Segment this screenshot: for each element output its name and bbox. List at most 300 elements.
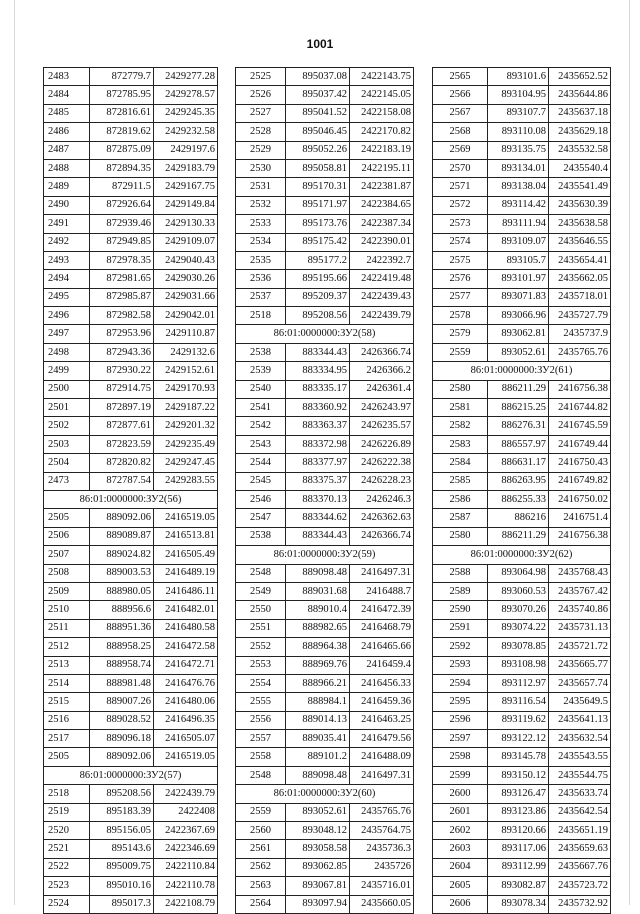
point-number: 2571 (433, 178, 488, 196)
y-coordinate: 2416480.58 (154, 619, 218, 637)
x-coordinate: 888958.25 (90, 638, 154, 656)
x-coordinate: 893066.96 (488, 307, 549, 325)
point-number: 2587 (433, 509, 488, 527)
table-row (433, 325, 611, 343)
y-coordinate: 2426366.2 (350, 362, 414, 380)
table-row (236, 509, 414, 527)
x-coordinate: 893104.95 (488, 86, 549, 104)
y-coordinate: 2435723.72 (549, 877, 611, 895)
table-row (236, 748, 414, 766)
y-coordinate: 2429130.33 (154, 215, 218, 233)
y-coordinate: 2435644.86 (549, 86, 611, 104)
y-coordinate: 2416472.58 (154, 638, 218, 656)
y-coordinate: 2435532.58 (549, 141, 611, 159)
x-coordinate: 883372.98 (286, 435, 350, 453)
x-coordinate: 895058.81 (286, 159, 350, 177)
point-number: 2483 (44, 68, 90, 86)
point-number: 2525 (236, 68, 286, 86)
table-row (44, 730, 218, 748)
table-row (236, 803, 414, 821)
point-number: 2534 (236, 233, 286, 251)
y-coordinate: 2426222.38 (350, 454, 414, 472)
x-coordinate: 872819.62 (90, 123, 154, 141)
y-coordinate: 2416480.06 (154, 693, 218, 711)
table-row (433, 877, 611, 895)
point-number: 2572 (433, 196, 488, 214)
y-coordinate: 2435727.79 (549, 307, 611, 325)
table-row (236, 564, 414, 582)
x-coordinate: 872779.7 (90, 68, 154, 86)
table-row (236, 233, 414, 251)
y-coordinate: 2422387.34 (350, 215, 414, 233)
point-number: 2548 (236, 564, 286, 582)
point-number: 2603 (433, 840, 488, 858)
x-coordinate: 888984.1 (286, 693, 350, 711)
point-number: 2537 (236, 288, 286, 306)
point-number: 2573 (433, 215, 488, 233)
x-coordinate: 893111.94 (488, 215, 549, 233)
point-number: 2484 (44, 86, 90, 104)
x-coordinate: 888981.48 (90, 674, 154, 692)
x-coordinate: 895009.75 (90, 858, 154, 876)
table-row (433, 288, 611, 306)
x-coordinate: 889096.18 (90, 730, 154, 748)
point-number: 2586 (433, 490, 488, 508)
point-number: 2501 (44, 399, 90, 417)
y-coordinate: 2416489.19 (154, 564, 218, 582)
y-coordinate: 2435637.18 (549, 104, 611, 122)
section-header-row (236, 785, 414, 803)
x-coordinate: 895156.05 (90, 822, 154, 840)
x-coordinate: 872939.46 (90, 215, 154, 233)
y-coordinate: 2422110.78 (154, 877, 218, 895)
table-row (236, 307, 414, 325)
table-row (433, 435, 611, 453)
table-row (433, 417, 611, 435)
x-coordinate: 895037.42 (286, 86, 350, 104)
y-coordinate: 2435541.49 (549, 178, 611, 196)
table-row (236, 527, 414, 545)
point-number: 2552 (236, 638, 286, 656)
x-coordinate: 886216 (488, 509, 549, 527)
y-coordinate: 2416472.39 (350, 601, 414, 619)
table-row (236, 638, 414, 656)
table-row (433, 693, 611, 711)
x-coordinate: 886557.97 (488, 435, 549, 453)
section-header-row (236, 325, 414, 343)
y-coordinate: 2416513.81 (154, 527, 218, 545)
y-coordinate: 2422346.69 (154, 840, 218, 858)
x-coordinate: 886276.31 (488, 417, 549, 435)
x-coordinate: 893134.01 (488, 159, 549, 177)
y-coordinate: 2435543.55 (549, 748, 611, 766)
x-coordinate: 872787.54 (90, 472, 154, 490)
y-coordinate: 2429040.43 (154, 251, 218, 269)
table-row (236, 766, 414, 784)
y-coordinate: 2435740.86 (549, 601, 611, 619)
point-number: 2585 (433, 472, 488, 490)
page-left-edge (14, 0, 15, 905)
table-row (236, 68, 414, 86)
y-coordinate: 2429283.55 (154, 472, 218, 490)
point-number: 2560 (236, 822, 286, 840)
x-coordinate: 886211.29 (488, 527, 549, 545)
table-row (236, 288, 414, 306)
y-coordinate: 2416519.05 (154, 509, 218, 527)
x-coordinate: 893060.53 (488, 582, 549, 600)
table-row (433, 674, 611, 692)
y-coordinate: 2422419.48 (350, 270, 414, 288)
x-coordinate: 893064.98 (488, 564, 549, 582)
table-row (44, 435, 218, 453)
point-number: 2598 (433, 748, 488, 766)
y-coordinate: 2429201.32 (154, 417, 218, 435)
point-number: 2549 (236, 582, 286, 600)
parcel-id: 86:01:0000000:ЗУ2(57) (44, 766, 218, 784)
table-row (44, 748, 218, 766)
x-coordinate: 889028.52 (90, 711, 154, 729)
point-number: 2487 (44, 141, 90, 159)
parcel-id: 86:01:0000000:ЗУ2(61) (433, 362, 611, 380)
table-row (44, 693, 218, 711)
x-coordinate: 872926.64 (90, 196, 154, 214)
x-coordinate: 872943.36 (90, 343, 154, 361)
x-coordinate: 895010.16 (90, 877, 154, 895)
x-coordinate: 893117.06 (488, 840, 549, 858)
table-row (44, 68, 218, 86)
point-number: 2526 (236, 86, 286, 104)
y-coordinate: 2435716.01 (350, 877, 414, 895)
x-coordinate: 889098.48 (286, 766, 350, 784)
y-coordinate: 2416751.4 (549, 509, 611, 527)
y-coordinate: 2435651.19 (549, 822, 611, 840)
x-coordinate: 889098.48 (286, 564, 350, 582)
table-row (433, 178, 611, 196)
y-coordinate: 2435646.55 (549, 233, 611, 251)
table-row (433, 490, 611, 508)
point-number: 2513 (44, 656, 90, 674)
x-coordinate: 893048.12 (286, 822, 350, 840)
x-coordinate: 889007.26 (90, 693, 154, 711)
x-coordinate: 883363.37 (286, 417, 350, 435)
x-coordinate: 888958.74 (90, 656, 154, 674)
y-coordinate: 2429278.57 (154, 86, 218, 104)
y-coordinate: 2422143.75 (350, 68, 414, 86)
y-coordinate: 2435737.9 (549, 325, 611, 343)
table-row (44, 362, 218, 380)
y-coordinate: 2435632.54 (549, 730, 611, 748)
x-coordinate: 895041.52 (286, 104, 350, 122)
table-row (433, 711, 611, 729)
point-number: 2531 (236, 178, 286, 196)
x-coordinate: 893119.62 (488, 711, 549, 729)
coordinates-table-column-3 (432, 67, 611, 914)
x-coordinate: 888951.36 (90, 619, 154, 637)
x-coordinate: 872949.85 (90, 233, 154, 251)
x-coordinate: 895208.56 (90, 785, 154, 803)
x-coordinate: 893116.54 (488, 693, 549, 711)
y-coordinate: 2416468.79 (350, 619, 414, 637)
x-coordinate: 893078.34 (488, 895, 549, 913)
x-coordinate: 893122.12 (488, 730, 549, 748)
x-coordinate: 893138.04 (488, 178, 549, 196)
parcel-id: 86:01:0000000:ЗУ2(58) (236, 325, 414, 343)
x-coordinate: 889101.2 (286, 748, 350, 766)
table-row (236, 674, 414, 692)
table-row (236, 215, 414, 233)
table-row (433, 766, 611, 784)
coordinates-table (235, 67, 414, 914)
section-header-row (433, 546, 611, 564)
y-coordinate: 2435726 (350, 858, 414, 876)
table-row (236, 399, 414, 417)
table-row (433, 343, 611, 361)
y-coordinate: 2435736.3 (350, 840, 414, 858)
y-coordinate: 2429149.84 (154, 196, 218, 214)
point-number: 2576 (433, 270, 488, 288)
y-coordinate: 2416472.71 (154, 656, 218, 674)
table-row (44, 822, 218, 840)
y-coordinate: 2429197.6 (154, 141, 218, 159)
table-row (44, 417, 218, 435)
y-coordinate: 2416479.56 (350, 730, 414, 748)
x-coordinate: 883335.17 (286, 380, 350, 398)
x-coordinate: 872930.22 (90, 362, 154, 380)
x-coordinate: 895170.31 (286, 178, 350, 196)
x-coordinate: 893107.7 (488, 104, 549, 122)
x-coordinate: 889092.06 (90, 509, 154, 527)
point-number: 2511 (44, 619, 90, 637)
point-number: 2554 (236, 674, 286, 692)
point-number: 2538 (236, 527, 286, 545)
x-coordinate: 893082.87 (488, 877, 549, 895)
y-coordinate: 2416463.25 (350, 711, 414, 729)
table-row (433, 858, 611, 876)
point-number: 2565 (433, 68, 488, 86)
section-header-row (236, 546, 414, 564)
y-coordinate: 2422439.79 (350, 307, 414, 325)
point-number: 2536 (236, 270, 286, 288)
x-coordinate: 893074.22 (488, 619, 549, 637)
table-row (433, 196, 611, 214)
y-coordinate: 2429232.58 (154, 123, 218, 141)
table-row (433, 748, 611, 766)
table-row (433, 251, 611, 269)
table-row (44, 858, 218, 876)
y-coordinate: 2426226.89 (350, 435, 414, 453)
point-number: 2570 (433, 159, 488, 177)
y-coordinate: 2416488.7 (350, 582, 414, 600)
point-number: 2584 (433, 454, 488, 472)
table-row (236, 822, 414, 840)
y-coordinate: 2416482.01 (154, 601, 218, 619)
table-row (236, 472, 414, 490)
point-number: 2569 (433, 141, 488, 159)
x-coordinate: 883377.97 (286, 454, 350, 472)
x-coordinate: 893052.61 (488, 343, 549, 361)
x-coordinate: 893135.75 (488, 141, 549, 159)
point-number: 2566 (433, 86, 488, 104)
y-coordinate: 2422108.79 (154, 895, 218, 913)
section-header-row (44, 766, 218, 784)
x-coordinate: 872820.82 (90, 454, 154, 472)
y-coordinate: 2435638.58 (549, 215, 611, 233)
y-coordinate: 2416486.11 (154, 582, 218, 600)
table-row (44, 104, 218, 122)
point-number: 2489 (44, 178, 90, 196)
x-coordinate: 893052.61 (286, 803, 350, 821)
point-number: 2506 (44, 527, 90, 545)
point-number: 2494 (44, 270, 90, 288)
page-number: 1001 (306, 37, 334, 51)
x-coordinate: 895143.6 (90, 840, 154, 858)
table-row (44, 270, 218, 288)
y-coordinate: 2422408 (154, 803, 218, 821)
table-row (433, 86, 611, 104)
table-row (236, 270, 414, 288)
y-coordinate: 2416496.35 (154, 711, 218, 729)
y-coordinate: 2435731.13 (549, 619, 611, 637)
table-row (433, 215, 611, 233)
y-coordinate: 2422381.87 (350, 178, 414, 196)
table-row (433, 159, 611, 177)
point-number: 2545 (236, 472, 286, 490)
point-number: 2541 (236, 399, 286, 417)
x-coordinate: 893078.85 (488, 638, 549, 656)
x-coordinate: 888982.65 (286, 619, 350, 637)
x-coordinate: 872877.61 (90, 417, 154, 435)
y-coordinate: 2426235.57 (350, 417, 414, 435)
x-coordinate: 893058.58 (286, 840, 350, 858)
table-row (236, 380, 414, 398)
x-coordinate: 895037.08 (286, 68, 350, 86)
x-coordinate: 893062.85 (286, 858, 350, 876)
x-coordinate: 893120.66 (488, 822, 549, 840)
y-coordinate: 2429167.75 (154, 178, 218, 196)
point-number: 2568 (433, 123, 488, 141)
y-coordinate: 2435659.63 (549, 840, 611, 858)
table-row (44, 307, 218, 325)
point-number: 2579 (433, 325, 488, 343)
table-row (236, 858, 414, 876)
y-coordinate: 2429109.07 (154, 233, 218, 251)
table-row (44, 656, 218, 674)
table-row (433, 307, 611, 325)
table-row (44, 399, 218, 417)
y-coordinate: 2416505.49 (154, 546, 218, 564)
y-coordinate: 2416465.66 (350, 638, 414, 656)
y-coordinate: 2435544.75 (549, 766, 611, 784)
y-coordinate: 2422110.84 (154, 858, 218, 876)
table-row (236, 656, 414, 674)
x-coordinate: 893114.42 (488, 196, 549, 214)
table-row (433, 123, 611, 141)
x-coordinate: 893150.12 (488, 766, 549, 784)
x-coordinate: 889089.87 (90, 527, 154, 545)
table-row (44, 582, 218, 600)
table-row (433, 399, 611, 417)
point-number: 2575 (433, 251, 488, 269)
point-number: 2488 (44, 159, 90, 177)
table-row (44, 674, 218, 692)
x-coordinate: 893071.83 (488, 288, 549, 306)
y-coordinate: 2429152.61 (154, 362, 218, 380)
point-number: 2542 (236, 417, 286, 435)
point-number: 2563 (236, 877, 286, 895)
point-number: 2559 (433, 343, 488, 361)
y-coordinate: 2426228.23 (350, 472, 414, 490)
x-coordinate: 886215.25 (488, 399, 549, 417)
point-number: 2589 (433, 582, 488, 600)
point-number: 2518 (44, 785, 90, 803)
x-coordinate: 893062.81 (488, 325, 549, 343)
table-row (44, 803, 218, 821)
point-number: 2516 (44, 711, 90, 729)
point-number: 2473 (44, 472, 90, 490)
y-coordinate: 2416756.38 (549, 527, 611, 545)
table-row (236, 840, 414, 858)
table-row (236, 693, 414, 711)
table-row (44, 288, 218, 306)
table-row (433, 601, 611, 619)
table-row (236, 711, 414, 729)
y-coordinate: 2429110.87 (154, 325, 218, 343)
y-coordinate: 2416459.36 (350, 693, 414, 711)
x-coordinate: 889003.53 (90, 564, 154, 582)
point-number: 2540 (236, 380, 286, 398)
x-coordinate: 886263.95 (488, 472, 549, 490)
table-row (44, 454, 218, 472)
table-row (236, 251, 414, 269)
x-coordinate: 872914.75 (90, 380, 154, 398)
y-coordinate: 2435765.76 (350, 803, 414, 821)
y-coordinate: 2416476.76 (154, 674, 218, 692)
y-coordinate: 2426361.4 (350, 380, 414, 398)
y-coordinate: 2422384.65 (350, 196, 414, 214)
y-coordinate: 2426366.74 (350, 343, 414, 361)
point-number: 2524 (44, 895, 90, 913)
parcel-id: 86:01:0000000:ЗУ2(59) (236, 546, 414, 564)
point-number: 2600 (433, 785, 488, 803)
point-number: 2496 (44, 307, 90, 325)
table-row (44, 785, 218, 803)
y-coordinate: 2416505.07 (154, 730, 218, 748)
point-number: 2503 (44, 435, 90, 453)
y-coordinate: 2429183.79 (154, 159, 218, 177)
point-number: 2500 (44, 380, 90, 398)
point-number: 2601 (433, 803, 488, 821)
point-number: 2539 (236, 362, 286, 380)
x-coordinate: 895209.37 (286, 288, 350, 306)
x-coordinate: 893101.6 (488, 68, 549, 86)
x-coordinate: 883360.92 (286, 399, 350, 417)
point-number: 2596 (433, 711, 488, 729)
point-number: 2522 (44, 858, 90, 876)
page-right-edge (629, 0, 630, 905)
x-coordinate: 883344.62 (286, 509, 350, 527)
table-row (44, 509, 218, 527)
point-number: 2580 (433, 380, 488, 398)
section-header-row (433, 362, 611, 380)
table-row (236, 435, 414, 453)
x-coordinate: 872897.19 (90, 399, 154, 417)
y-coordinate: 2429030.26 (154, 270, 218, 288)
point-number: 2561 (236, 840, 286, 858)
x-coordinate: 893110.08 (488, 123, 549, 141)
y-coordinate: 2426243.97 (350, 399, 414, 417)
table-row (433, 472, 611, 490)
x-coordinate: 872785.95 (90, 86, 154, 104)
